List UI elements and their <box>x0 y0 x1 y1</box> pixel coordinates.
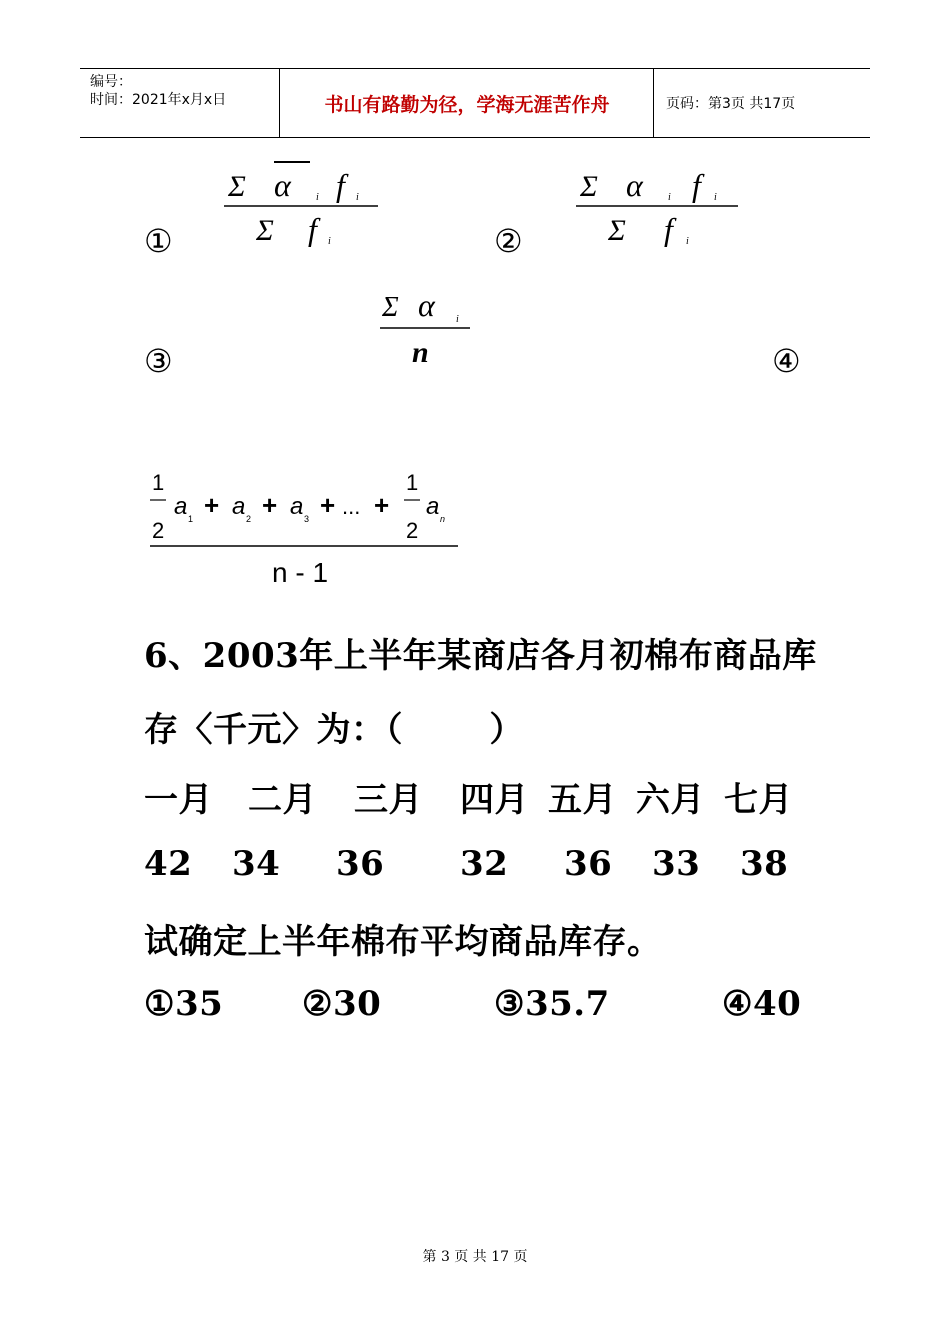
answer-3: ③35.7 <box>494 984 610 1024</box>
svg-text:+: + <box>262 490 278 520</box>
question-6-line2: 存〈千元〉为：（ ） <box>144 710 524 750</box>
svg-text:i: i <box>686 236 689 247</box>
header-motto: 书山有路勤为径，学海无涯苦作舟 <box>281 69 654 137</box>
formula-3 <box>378 282 478 372</box>
svg-text:i: i <box>316 192 319 203</box>
page-footer: 第 3 页 共 17 页 <box>422 1249 528 1265</box>
svg-text:a: a <box>232 493 246 520</box>
header-meta-cell <box>80 69 280 137</box>
svg-text:+: + <box>374 490 390 520</box>
svg-text:+: + <box>320 490 336 520</box>
svg-text:n: n <box>440 514 446 524</box>
svg-text:...: ... <box>342 494 361 519</box>
svg-text:i: i <box>668 192 671 203</box>
svg-text:f: f <box>664 211 673 247</box>
svg-text:a: a <box>290 493 304 520</box>
svg-text:f: f <box>336 167 345 203</box>
formula-4 <box>148 466 468 590</box>
option-3-marker: ③ <box>144 342 173 380</box>
svg-text:1: 1 <box>152 470 165 495</box>
month-7: 七月 <box>724 780 793 820</box>
option-2-marker: ② <box>494 222 523 260</box>
value-6: 33 <box>652 844 701 884</box>
svg-text:α: α <box>274 167 291 203</box>
formula-1 <box>222 160 382 250</box>
svg-text:Σ: Σ <box>256 214 274 247</box>
month-3: 三月 <box>354 780 423 820</box>
svg-text:i: i <box>714 192 717 203</box>
option-4-marker: ④ <box>772 342 801 380</box>
question-6-line1: 6、2003年上半年某商店各月初棉布商品库 <box>144 636 817 676</box>
svg-text:n: n <box>412 336 429 369</box>
svg-text:i: i <box>456 314 459 325</box>
month-6: 六月 <box>636 780 705 820</box>
svg-text:1: 1 <box>188 514 194 524</box>
svg-text:a: a <box>174 493 188 520</box>
svg-text:f: f <box>692 167 701 203</box>
formula-4-denominator: n - 1 <box>272 557 329 588</box>
month-5: 五月 <box>548 780 617 820</box>
value-5: 36 <box>564 844 613 884</box>
answer-1: ①35 <box>144 984 224 1024</box>
document-header <box>80 68 870 138</box>
value-3: 36 <box>336 844 385 884</box>
svg-text:+: + <box>204 490 220 520</box>
svg-text:Σ: Σ <box>580 170 598 203</box>
svg-text:α: α <box>418 287 435 323</box>
svg-text:2: 2 <box>152 518 165 543</box>
svg-text:1: 1 <box>406 470 419 495</box>
svg-text:2: 2 <box>246 514 252 524</box>
number-label: 编号： <box>90 74 132 90</box>
svg-text:Σ: Σ <box>228 170 246 203</box>
answer-2: ②30 <box>302 984 382 1024</box>
option-1-marker: ① <box>144 222 173 260</box>
answer-4: ④40 <box>722 984 802 1024</box>
value-2: 34 <box>232 844 281 884</box>
time-label: 时间：2021年x月x日 <box>90 92 227 108</box>
svg-text:i: i <box>356 192 359 203</box>
formula-2 <box>574 160 744 250</box>
svg-text:i: i <box>328 236 331 247</box>
svg-text:Σ: Σ <box>608 214 626 247</box>
month-1: 一月 <box>144 780 213 820</box>
svg-text:3: 3 <box>304 514 310 524</box>
month-4: 四月 <box>460 780 529 820</box>
question-6-prompt: 试确定上半年棉布平均商品库存。 <box>144 922 662 962</box>
svg-text:a: a <box>426 493 440 520</box>
month-2: 二月 <box>248 780 317 820</box>
svg-text:α: α <box>626 167 643 203</box>
svg-text:f: f <box>308 211 317 247</box>
svg-text:2: 2 <box>406 518 419 543</box>
header-page-info: 页码：第3页 共17页 <box>666 96 796 112</box>
value-7: 38 <box>740 844 789 884</box>
svg-text:Σ: Σ <box>382 292 399 323</box>
value-1: 42 <box>144 844 193 884</box>
value-4: 32 <box>460 844 509 884</box>
